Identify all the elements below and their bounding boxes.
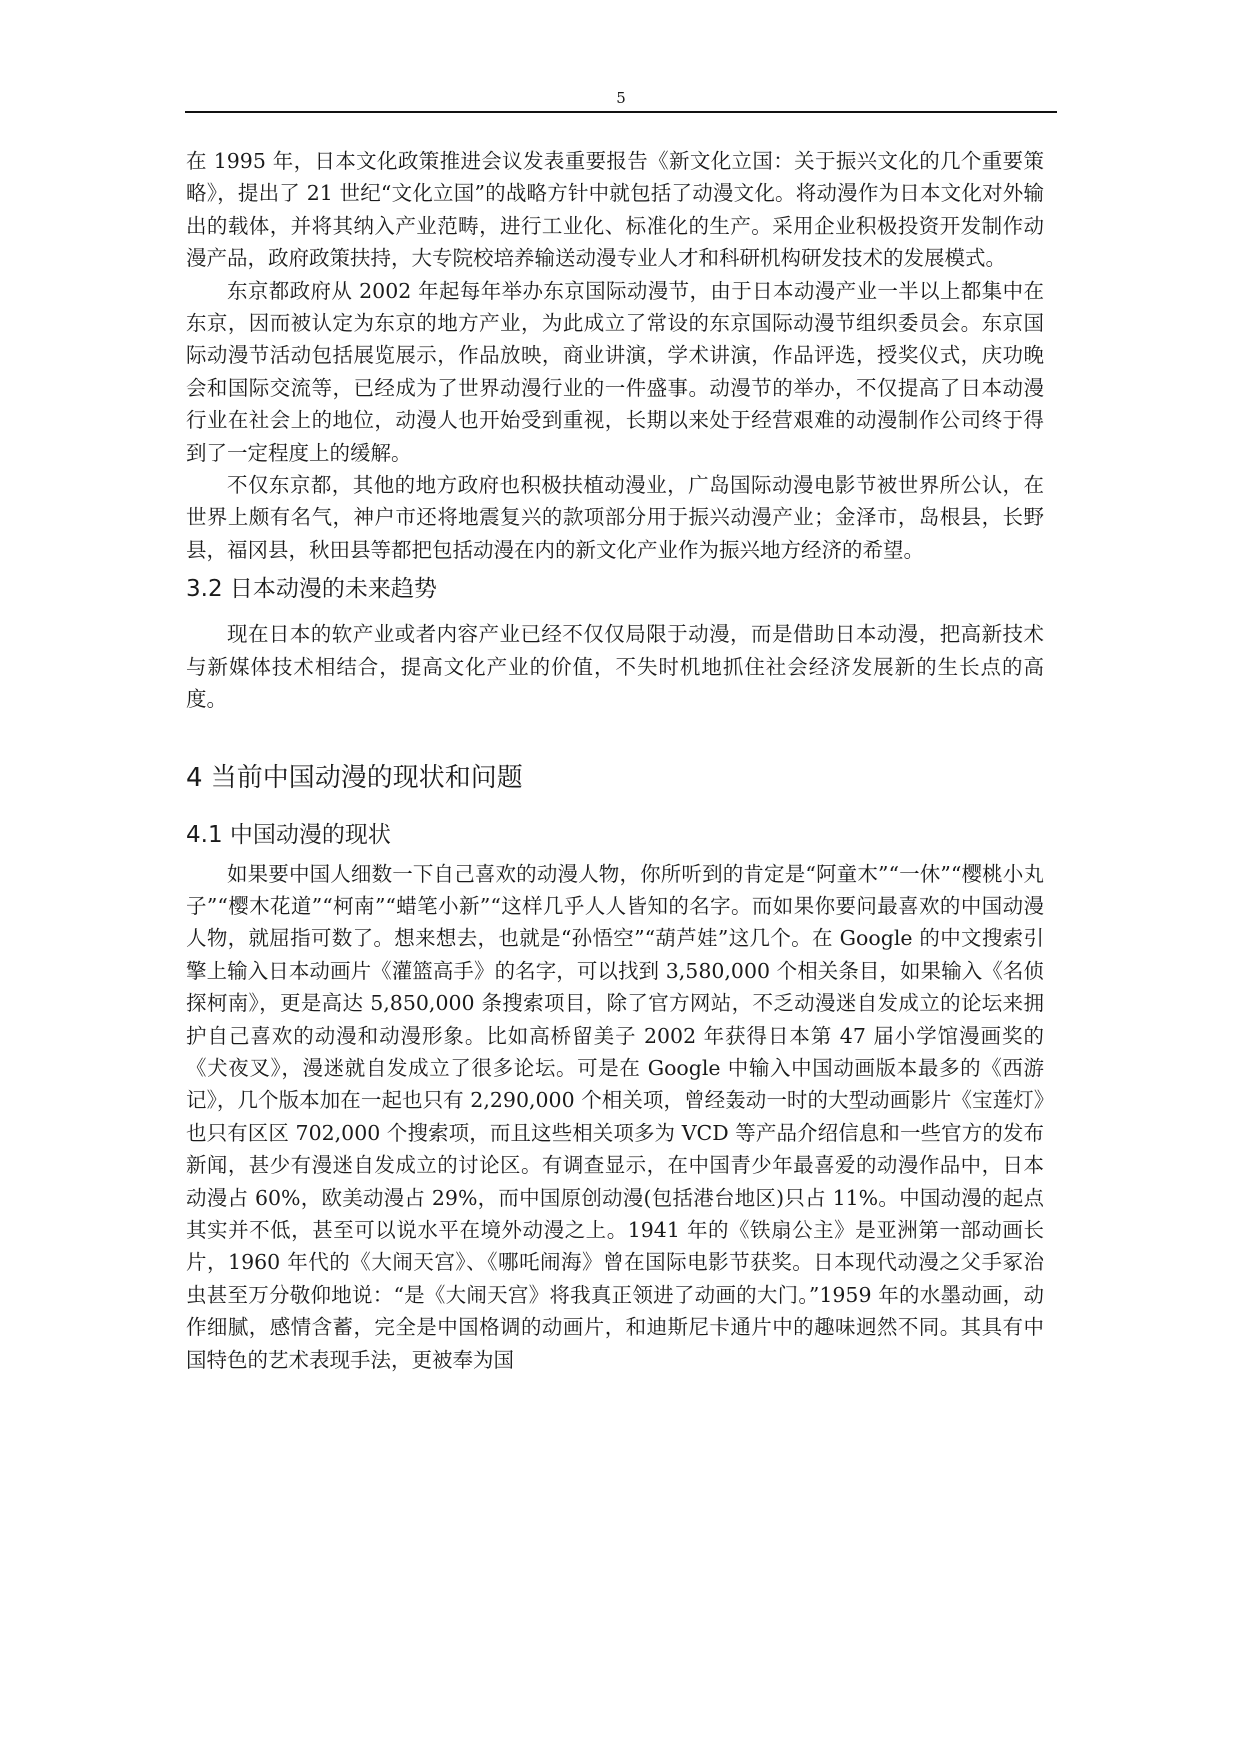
paragraph-culture-policy: 在 1995 年，日本文化政策推进会议发表重要报告《新文化立国：关于振兴文化的几个重要策略》，提出了 21 世纪“文化立国”的战略方针中就包括了动漫文化。将动漫作为日本文化对外输出的载体，并将其纳入产业范畴，进行工业化、标准化的生产。采用企业积极投资开发制作动漫产品，政府政策扶持，大专院校培养输送动漫专业人才和科研机构研发技术的发展模式。 bbox=[186, 149, 1044, 271]
paragraph-local-governments: 不仅东京都，其他的地方政府也积极扶植动漫业，广岛国际动漫电影节被世界所公认，在世界上颇有名气，神户市还将地震复兴的款项部分用于振兴动漫产业；金泽市，岛根县，长野县，福冈县，秋田县等都把包括动漫在内的新文化产业作为振兴地方经济的希望。 bbox=[186, 473, 1044, 562]
page-body bbox=[186, 145, 1044, 1376]
section-heading-3-2: 3.2 日本动漫的未来趋势 bbox=[186, 576, 437, 603]
chapter-heading-4: 4 当前中国动漫的现状和问题 bbox=[186, 762, 523, 793]
page-number: 5 bbox=[616, 89, 626, 107]
paragraph-tokyo-anime-fair: 东京都政府从 2002 年起每年举办东京国际动漫节，由于日本动漫产业一半以上都集中在东京，因而被认定为东京的地方产业，为此成立了常设的东京国际动漫节组织委员会。东京国际动漫节活动包括展览展示，作品放映，商业讲演，学术讲演，作品评选，授奖仪式，庆功晚会和国际交流等，已经成为了世界动漫行业的一件盛事。动漫节的举办，不仅提高了日本动漫行业在社会上的地位，动漫人也开始受到重视，长期以来处于经营艰难的动漫制作公司终于得到了一定程度上的缓解。 bbox=[186, 278, 1044, 465]
section-heading-4-1: 4.1 中国动漫的现状 bbox=[186, 821, 391, 848]
header-rule bbox=[185, 111, 1057, 113]
paragraph-future-trends: 现在日本的软产业或者内容产业已经不仅仅局限于动漫，而是借助日本动漫，把高新技术与新媒体技术相结合，提高文化产业的价值，不失时机地抓住社会经济发展新的生长点的高度。 bbox=[186, 622, 1044, 712]
paragraph-china-anime-status: 如果要中国人细数一下自己喜欢的动漫人物，你所听到的肯定是“阿童木”“一休”“樱桃小丸子”“樱木花道”“柯南”“蜡笔小新”“这样几乎人人皆知的名字。而如果你要问最喜欢的中国动漫人物，就屈指可数了。想来想去，也就是“孙悟空”“葫芦娃”这几个。在 Google 的中文搜索引擎上输入日本动画片《灌篮高手》的名字，可以找到 3,580,000 个相关条目，如果输入《名侦探柯南》，更是高达 5,850,000 条搜索项目，除了官方网站，不乏动漫迷自发成立的论坛来拥护自己喜欢的动漫和动漫形象。比如高桥留美子 2002 年获得日本第 47 届小学馆漫画奖的《犬夜叉》，漫迷就自发成立了很多论坛。可是在 Google 中输入中国动画版本最多的《西游记》，几个版本加在一起也只有 2,290,000 个相关项，曾经轰动一时的大型动画影片《宝莲灯》也只有区区 702,000 个搜索项，而且这些相关项多为 VCD 等产品介绍信息和一些官方的发布新闻，甚少有漫迷自发成立的讨论区。有调查显示，在中国青少年最喜爱的动漫作品中，日本动漫占 60%，欧美动漫占 29%，而中国原创动漫(包括港台地区)只占 11%。中国动漫的起点其实并不低，甚至可以说水平在境外动漫之上。1941 年的《铁扇公主》是亚洲第一部动画长片，1960 年代的《大闹天宫》、《哪吒闹海》曾在国际电影节获奖。日本现代动漫之父手冢治虫甚至万分敬仰地说：“是《大闹天宫》将我真正领进了动画的大门。”1959 年的水墨动画，动作细腻，感情含蓄，完全是中国格调的动画片，和迪斯尼卡通片中的趣味迥然不同。其具有中国特色的艺术表现手法，更被奉为国 bbox=[186, 861, 1044, 1372]
